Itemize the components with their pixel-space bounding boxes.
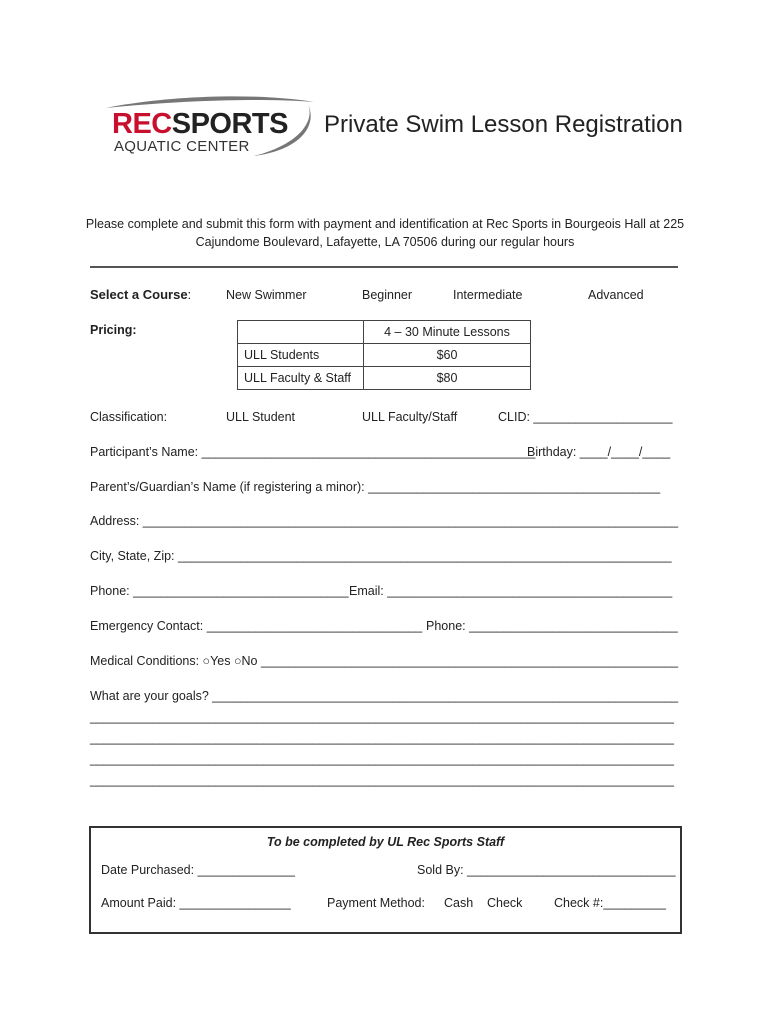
payment-option-cash[interactable]: Cash bbox=[444, 896, 474, 910]
payment-option-check[interactable]: Check bbox=[487, 896, 523, 910]
page-title: Private Swim Lesson Registration bbox=[324, 111, 683, 138]
course-option-beginner[interactable]: Beginner bbox=[362, 288, 413, 302]
clid-field[interactable]: CLID: ____________________ bbox=[498, 410, 673, 424]
course-option-new-swimmer[interactable]: New Swimmer bbox=[226, 288, 307, 302]
intro-text: Please complete and submit this form with payment and identification at Rec Sports in Bourgeois Hall at 225 Cajundome Boulevard, Lafayette, LA 70506 during our regular hours bbox=[85, 217, 685, 249]
course-label: Select a Course: bbox=[90, 287, 192, 302]
sold-by-field[interactable]: Sold By: ______________________________ bbox=[417, 863, 676, 877]
goals-field[interactable]: What are your goals? ___________________________________________________________________ bbox=[90, 689, 679, 703]
check-number-field[interactable]: Check #:_________ bbox=[554, 896, 666, 910]
emergency-phone-field[interactable]: Phone: ______________________________ bbox=[426, 619, 678, 633]
table-cell-empty bbox=[238, 321, 364, 344]
course-option-intermediate[interactable]: Intermediate bbox=[453, 288, 523, 302]
birthday-field[interactable]: Birthday: ____/____/____ bbox=[527, 445, 671, 459]
rec-sports-logo bbox=[104, 94, 319, 160]
emergency-contact-field[interactable]: Emergency Contact: _______________________________ bbox=[90, 619, 423, 633]
medical-conditions-field[interactable]: Medical Conditions: ○Yes ○No ____________________________________________________________ bbox=[90, 654, 679, 668]
classification-option-faculty-staff[interactable]: ULL Faculty/Staff bbox=[362, 410, 458, 424]
table-row bbox=[238, 367, 531, 390]
goals-line[interactable]: ____________________________________________________________________________________ bbox=[90, 710, 674, 724]
goals-line[interactable]: ____________________________________________________________________________________ bbox=[90, 731, 674, 745]
staff-section-title: To be completed by UL Rec Sports Staff bbox=[266, 835, 505, 849]
phone-field[interactable]: Phone: _______________________________ bbox=[90, 584, 349, 598]
table-cell-price: $80 bbox=[364, 367, 531, 390]
email-field[interactable]: Email: _________________________________________ bbox=[349, 584, 673, 598]
date-purchased-field[interactable]: Date Purchased: ______________ bbox=[101, 863, 295, 877]
pricing-label: Pricing: bbox=[90, 323, 137, 337]
classification-option-student[interactable]: ULL Student bbox=[226, 410, 296, 424]
amount-paid-field[interactable]: Amount Paid: ________________ bbox=[101, 896, 291, 910]
table-header: 4 – 30 Minute Lessons bbox=[364, 321, 531, 344]
city-state-zip-field[interactable]: City, State, Zip: _______________________________________________________________________ bbox=[90, 549, 672, 563]
table-cell-group: ULL Students bbox=[238, 344, 364, 367]
guardian-name-field[interactable]: Parent’s/Guardian’s Name (if registering a minor): __________________________________________ bbox=[90, 480, 661, 494]
staff-section bbox=[89, 826, 682, 934]
divider bbox=[90, 266, 678, 268]
goals-line[interactable]: ____________________________________________________________________________________ bbox=[90, 752, 674, 766]
address-field[interactable]: Address: _____________________________________________________________________________ bbox=[90, 514, 679, 528]
participant-name-field[interactable]: Participant’s Name: ________________________________________________ bbox=[90, 445, 536, 459]
table-cell-group: ULL Faculty & Staff bbox=[238, 367, 364, 390]
logo-wordmark: RECSPORTS bbox=[112, 108, 288, 140]
table-row bbox=[238, 344, 531, 367]
course-option-advanced[interactable]: Advanced bbox=[588, 288, 644, 302]
table-cell-price: $60 bbox=[364, 344, 531, 367]
logo-subtitle: AQUATIC CENTER bbox=[114, 138, 250, 155]
goals-line[interactable]: ____________________________________________________________________________________ bbox=[90, 773, 674, 787]
table-row bbox=[238, 321, 531, 344]
payment-method-label: Payment Method: bbox=[327, 896, 425, 910]
pricing-table bbox=[237, 320, 531, 390]
classification-label: Classification: bbox=[90, 410, 168, 424]
